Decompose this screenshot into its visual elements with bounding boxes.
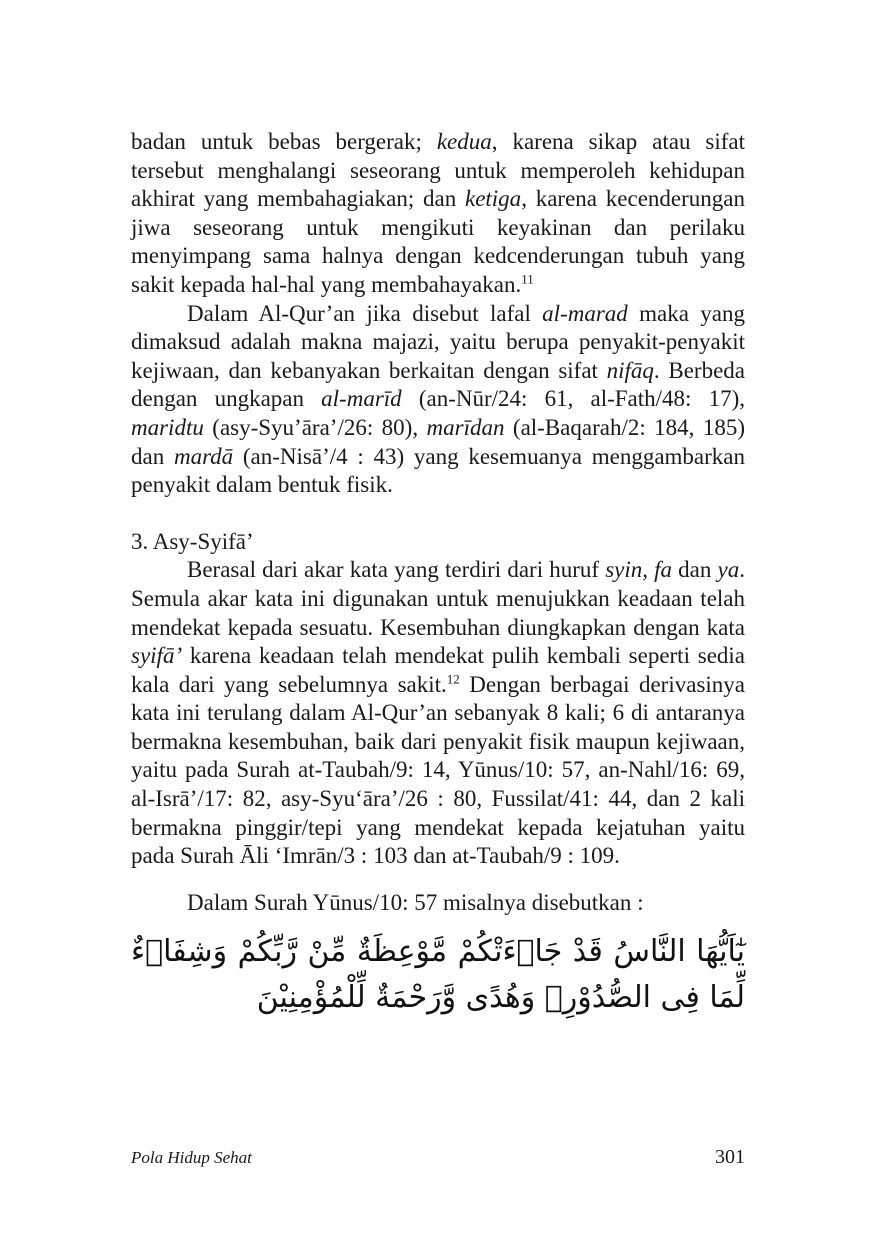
text-run: Berasal dari akar kata yang terdiri dari huruf — [187, 557, 606, 583]
text-run: karena keadaan telah mendekat pulih kembali seperti sedia kala dari yang sebelumnya sakit. — [131, 643, 745, 697]
italic-term: marīdan — [426, 414, 505, 440]
italic-term: kedua — [436, 129, 492, 154]
text-run: . Semula akar kata ini digunakan untuk menujukkan keadaan telah mendekat kepada sesuatu. Kesembuhan diungkapkan dengan kata — [131, 557, 745, 640]
section-heading: 3. Asy-Syifā’ — [131, 528, 254, 554]
page-footer — [131, 1146, 745, 1169]
footnote-ref-12[interactable]: 12 — [446, 671, 460, 687]
text-run: , karena sikap atau sifat tersebut menghalangi seseorang untuk memperoleh kehidupan akhirat yang membahagiakan; dan — [131, 129, 745, 212]
italic-term: al-marīd — [321, 386, 402, 412]
italic-term: ya — [717, 557, 740, 583]
text-run: (an-Nūr/24: 61, al-Fath/48: 17), — [401, 386, 745, 412]
italic-term: ketiga — [464, 186, 522, 212]
text-run: (asy-Syu’āra’/26: 80), — [203, 414, 427, 440]
text-run: (al-Baqarah/2: 184, 185) dan — [131, 414, 746, 469]
text-run: dan — [672, 557, 718, 583]
text-run: badan untuk bebas bergerak; — [131, 129, 437, 154]
paragraph-1 — [131, 128, 745, 300]
verse-lead-in: Dalam Surah Yūnus/10: 57 misalnya disebutkan : — [187, 889, 644, 915]
text-run: Dalam Al-Qur’an jika disebut lafal — [187, 300, 543, 326]
page-number: 301 — [715, 1146, 745, 1168]
italic-term: syin, fa — [605, 557, 673, 583]
text-run: maka yang dimaksud adalah makna majazi, yaitu berupa penyakit-penyakit kejiwaan, dan kebanyakan berkaitan dengan sifat — [131, 300, 745, 383]
italic-term: al-marad — [542, 300, 628, 326]
italic-term: syifā’ — [131, 643, 183, 669]
italic-term: nifāq — [606, 357, 654, 383]
text-run: Dengan berbagai derivasinya kata ini terulang dalam Al-Qur’an sebanyak 8 kali; 6 di antaranya bermakna kesembuhan, baik dari penyakit fisik maupun kejiwaan, yaitu pada Surah at-Taubah/9: 14, Yūnus/10: 57, an-Nahl/16: 69, al-Isrā’/17: 82, asy-Syu‘āra’/26 : 80, Fussilat/41: 44, dan 2 kali bermakna pinggir/tepi yang mendekat kepada kejatuhan yaitu pada Surah Āli ‘Imrān/3 : 103 dan at-Taubah/9 : 109. — [131, 671, 745, 869]
text-run: (an-Nisā’/4 : 43) yang kesemuanya menggambarkan penyakit dalam bentuk fisik. — [131, 443, 745, 498]
footnote-ref-11[interactable]: 11 — [521, 271, 534, 287]
arabic-verse: يٰٓاَيُّهَا النَّاسُ قَدْ جَاۤءَتْكُمْ مَّوْعِظَةٌ مِّنْ رَّبِّكُمْ وَشِفَاۤءٌ لِّمَا فِى الصُّدُوْرِۙ وَهُدًى وَّرَحْمَةٌ لِّلْمُؤْمِنِيْنَ — [131, 934, 745, 1016]
italic-term: maridtu — [131, 414, 204, 440]
paragraph-3 — [131, 556, 745, 871]
running-title: Pola Hidup Sehat — [131, 1148, 252, 1167]
text-run: . Berbeda dengan ungkapan — [131, 357, 745, 412]
page-body — [131, 128, 745, 1021]
italic-term: mardā — [173, 443, 234, 469]
paragraph-2 — [131, 300, 745, 500]
text-run: , karena kecenderungan jiwa seseorang untuk mengikuti keyakinan dan perilaku menyimpang sama halnya dengan kedcenderungan tubuh yang sakit kepada hal-hal yang membahayakan. — [131, 186, 745, 297]
